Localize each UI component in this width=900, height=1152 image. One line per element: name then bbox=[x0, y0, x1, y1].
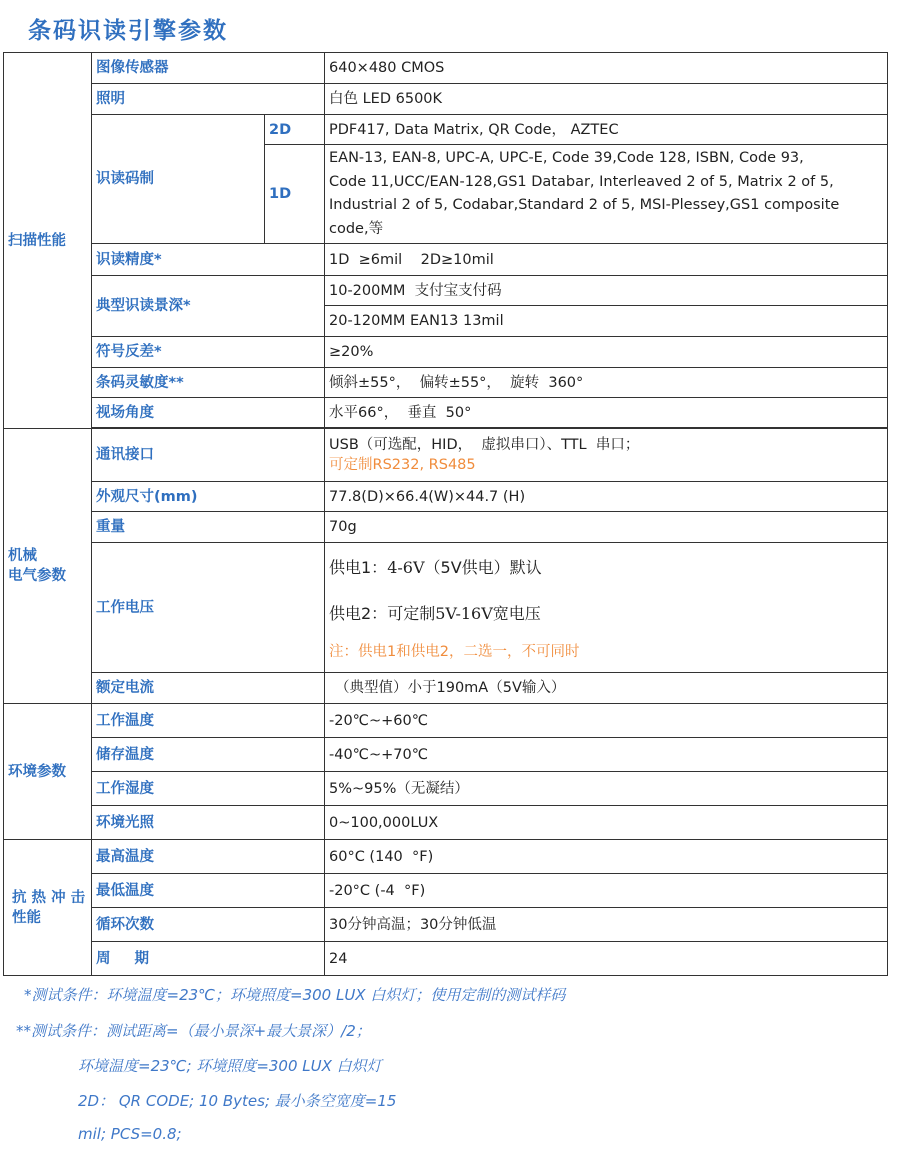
value-fov: 水平66°， 垂直 50° bbox=[325, 398, 888, 428]
label-min-temp: 最低温度 bbox=[92, 874, 325, 908]
value-1d-line: Industrial 2 of 5, Codabar,Standard 2 of 5, MSI-Plessey,GS1 composite bbox=[329, 197, 840, 213]
value-precision: 1D ≥6mil 2D≥10mil bbox=[325, 244, 888, 276]
table-row bbox=[4, 908, 888, 942]
category-scan: 扫描性能 bbox=[4, 53, 92, 429]
label-symbology: 识读码制 bbox=[92, 115, 265, 244]
page-title: 条码识读引擎参数 bbox=[28, 18, 228, 44]
value-comm bbox=[325, 429, 888, 482]
category-mech bbox=[4, 429, 92, 704]
table-row bbox=[4, 53, 888, 84]
value-dof-1: 10-200MM 支付宝支付码 bbox=[325, 276, 888, 306]
table-row bbox=[4, 482, 888, 512]
category-mech-line1: 机械 bbox=[8, 548, 37, 564]
value-period: 24 bbox=[325, 942, 888, 976]
value-st-temp: -40℃~+70℃ bbox=[325, 738, 888, 772]
footnote-4: 2D： QR CODE; 10 Bytes; 最小条空宽度=15 bbox=[78, 1092, 397, 1110]
voltage-note: 注：供电1和供电2，二选一，不可同时 bbox=[329, 643, 580, 660]
label-light: 照明 bbox=[92, 84, 325, 115]
value-1d-line: EAN-13, EAN-8, UPC-A, UPC-E, Code 39,Code 128, ISBN, Code 93, bbox=[329, 150, 804, 166]
label-dof: 典型识读景深* bbox=[92, 276, 325, 337]
table-row bbox=[4, 840, 888, 874]
label-comm: 通讯接口 bbox=[92, 429, 325, 482]
label-precision: 识读精度* bbox=[92, 244, 325, 276]
table-row bbox=[4, 738, 888, 772]
label-humidity: 工作湿度 bbox=[92, 772, 325, 806]
label-sensor: 图像传感器 bbox=[92, 53, 325, 84]
value-min-temp: -20°C (-4 °F) bbox=[325, 874, 888, 908]
table-row bbox=[4, 512, 888, 543]
value-current: （典型值）小于190mA（5V输入） bbox=[325, 673, 888, 704]
value-dof-2: 20-120MM EAN13 13mil bbox=[325, 306, 888, 337]
label-voltage: 工作电压 bbox=[92, 543, 325, 673]
table-row bbox=[4, 543, 888, 673]
footnote-3: 环境温度=23℃; 环境照度=300 LUX 白炽灯 bbox=[78, 1057, 382, 1075]
value-weight: 70g bbox=[325, 512, 888, 543]
voltage-p1-suffix: （5V供电）默认 bbox=[424, 557, 542, 577]
label-current: 额定电流 bbox=[92, 673, 325, 704]
value-1d-line: code,等 bbox=[329, 220, 384, 237]
label-ambient: 环境光照 bbox=[92, 806, 325, 840]
value-comm-line1: USB（可选配，HID， 虚拟串口）、TTL 串口； bbox=[329, 437, 640, 453]
value-comm-line2: 可定制RS232, RS485 bbox=[329, 457, 476, 473]
category-mech-line2: 电气参数 bbox=[8, 568, 66, 584]
footnote-2: **测试条件：测试距离=（最小景深+最大景深）/2； bbox=[16, 1022, 371, 1040]
label-weight: 重量 bbox=[92, 512, 325, 543]
label-1d: 1D bbox=[265, 145, 325, 244]
table-row bbox=[4, 942, 888, 976]
table-row bbox=[4, 874, 888, 908]
table-row bbox=[4, 398, 888, 428]
table-row bbox=[4, 673, 888, 704]
table-row bbox=[4, 772, 888, 806]
table-row bbox=[4, 244, 888, 276]
label-max-temp: 最高温度 bbox=[92, 840, 325, 874]
table-row bbox=[4, 115, 888, 145]
value-sensor: 640×480 CMOS bbox=[325, 53, 888, 84]
value-op-temp: -20℃~+60℃ bbox=[325, 704, 888, 738]
voltage-p1-prefix: 供电1： bbox=[329, 557, 388, 577]
value-voltage bbox=[325, 543, 888, 673]
footnote-1: *测试条件：环境温度=23℃；环境照度=300 LUX 白炽灯；使用定制的测试样码 bbox=[24, 986, 566, 1004]
value-light: 白色 LED 6500K bbox=[325, 84, 888, 115]
voltage-p1-main: 4-6V bbox=[387, 557, 425, 577]
table-row bbox=[4, 704, 888, 738]
value-ambient: 0~100,000LUX bbox=[325, 806, 888, 840]
value-size: 77.8(D)×66.4(W)×44.7 (H) bbox=[325, 482, 888, 512]
table-row bbox=[4, 806, 888, 840]
label-size: 外观尺寸(mm) bbox=[92, 482, 325, 512]
label-fov: 视场角度 bbox=[92, 398, 325, 428]
voltage-p2-prefix: 供电2： bbox=[329, 603, 388, 623]
value-cycle: 30分钟高温；30分钟低温 bbox=[325, 908, 888, 942]
label-cycle: 循环次数 bbox=[92, 908, 325, 942]
table-row bbox=[4, 429, 888, 482]
table-row bbox=[4, 368, 888, 398]
category-shock-line1: 抗 热 冲 击 bbox=[12, 889, 86, 906]
value-humidity: 5%~95%（无凝结） bbox=[325, 772, 888, 806]
category-env: 环境参数 bbox=[4, 704, 92, 840]
spec-table bbox=[3, 52, 888, 976]
voltage-p2-main: 可定制5V-16V宽电压 bbox=[387, 603, 541, 623]
table-row bbox=[4, 337, 888, 368]
table-row bbox=[4, 84, 888, 115]
label-op-temp: 工作温度 bbox=[92, 704, 325, 738]
footnote-5: mil; PCS=0.8; bbox=[78, 1125, 182, 1143]
label-2d: 2D bbox=[265, 115, 325, 145]
category-shock bbox=[4, 840, 92, 976]
value-contrast: ≥20% bbox=[325, 337, 888, 368]
value-1d bbox=[325, 145, 888, 244]
value-max-temp: 60°C (140 °F) bbox=[325, 840, 888, 874]
label-contrast: 符号反差* bbox=[92, 337, 325, 368]
label-sensitivity: 条码灵敏度** bbox=[92, 368, 325, 398]
value-2d: PDF417, Data Matrix, QR Code， AZTEC bbox=[325, 115, 888, 145]
value-sensitivity: 倾斜±55°， 偏转±55°， 旋转 360° bbox=[325, 368, 888, 398]
label-period: 周期 bbox=[92, 942, 325, 976]
category-shock-line2: 性能 bbox=[12, 909, 41, 926]
table-row bbox=[4, 276, 888, 306]
value-1d-line: Code 11,UCC/EAN-128,GS1 Databar, Interleaved 2 of 5, Matrix 2 of 5, bbox=[329, 173, 834, 190]
label-st-temp: 储存温度 bbox=[92, 738, 325, 772]
